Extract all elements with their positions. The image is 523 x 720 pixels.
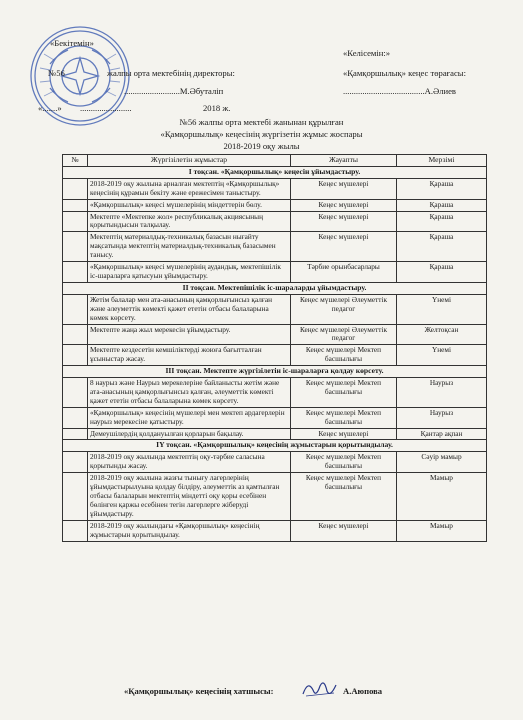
row-task: Мектептің материалдық-техникалық базасын нығайту мақсатында мектептің материалдық-техникалық базасымен танысу. [88,232,291,262]
row-deadline: Мамыр [397,473,487,521]
approve-date-month: ........................ [80,103,132,113]
row-deadline: Қантар ақпан [397,428,487,440]
council-chair-position: «Қамқоршылық» кеңес төрағасы: [343,68,466,78]
table-row [63,262,487,283]
row-number [63,324,88,345]
header-tasks: Жүргізілетін жұмыстар [88,155,291,167]
school-number: №56 [48,68,65,78]
row-deadline: Қараша [397,262,487,283]
table-row [63,211,487,232]
secretary-label: «Қамқоршылық» кеңесінің хатшысы: [124,686,274,696]
secretary-name: А.Аюпова [343,686,383,696]
row-task: «Қамқоршылық» кеңесінің мүшелері мен мектеп ардагерлерін наурыз мерекесіне қатыстыру. [88,407,291,428]
section-header-row [63,282,487,294]
section-title: IY тоқсан. «Қамқоршылық» кеңесінің жұмыстарын қорытындылау. [63,440,487,452]
table-row [63,178,487,199]
table-row [63,407,487,428]
row-deadline: Қараша [397,211,487,232]
row-task: Жетім балалар мен ата-анасының қамқорлығынсыз қалған және әлеуметтік көмекті қажет ететін отбасы балаларына көмек көрсету. [88,294,291,324]
row-deadline: Мамыр [397,520,487,541]
table-row [63,428,487,440]
row-task: Мектепте жаңа жыл мерекесін ұйымдастыру. [88,324,291,345]
row-task: 2018-2019 оқу жылындағы «Қамқоршылық» кеңесінің жұмыстарын қорытындылау. [88,520,291,541]
row-number [63,232,88,262]
table-body [63,166,487,541]
table-row [63,473,487,521]
row-responsible: Кеңес мүшелері [291,199,397,211]
row-responsible: Кеңес мүшелері Әлеуметтік педагог [291,294,397,324]
table-header-row [63,155,487,167]
row-responsible: Тәрбие орынбасарлары [291,262,397,283]
row-task: 8 наурыз және Наурыз мерекелеріне байланысты жетім және ата-анасының қамқорлығынсыз қалған, әлеуметтік көмекті қажет ететін отбасы балаларына көмек көрсету. [88,378,291,408]
council-chair-signature-name: ......................................А.Әлиев [343,86,456,96]
header-deadline: Мерзімі [397,155,487,167]
header-responsible: Жауапты [291,155,397,167]
row-responsible: Кеңес мүшелері [291,211,397,232]
approve-date-day: «.......» [38,103,62,113]
row-responsible: Кеңес мүшелері Мектеп басшылығы [291,407,397,428]
secretary-signature [300,676,340,702]
approve-date-year: 2018 ж. [203,103,231,113]
row-responsible: Кеңес мүшелері [291,520,397,541]
row-number [63,345,88,366]
row-task: «Қамқоршылық» кеңесі мүшелерінің міндеттерін бөлу. [88,199,291,211]
table-row [63,199,487,211]
row-deadline: Наурыз [397,378,487,408]
table-row [63,324,487,345]
row-responsible: Кеңес мүшелері [291,428,397,440]
row-deadline: Наурыз [397,407,487,428]
agree-title: «Келісемін:» [343,48,391,58]
table-row [63,294,487,324]
table-row [63,345,487,366]
row-task: 2018-2019 оқу жылына арналған мектептің «Қамқоршылық» кеңесінің құрамын бекіту және ережесімен таныстыру. [88,178,291,199]
row-deadline: Қараша [397,232,487,262]
row-task: 2018-2019 оқу жылына жазғы тынығу лагерлерінің ұйымдастырылуына қолдау білдіру, әлеуметтік аз қамтылған отбасы балаларын мектептің міндетті оқу қоры есебінен бөлінген қаржы есебінен тегін лагерлерге жіберуді ұйымдастыру. [88,473,291,521]
director-signature-name: ..........................М.Әбуталіп [124,86,224,96]
row-number [63,473,88,521]
row-task: Мектепте «Мектепке жол» республикалық акциясының қорытындысын талқылау. [88,211,291,232]
header-number: № [63,155,88,167]
table-row [63,520,487,541]
row-responsible: Кеңес мүшелері Мектеп басшылығы [291,378,397,408]
row-responsible: Кеңес мүшелері Мектеп басшылығы [291,452,397,473]
work-plan-table [62,154,487,542]
row-number [63,452,88,473]
table-row [63,452,487,473]
row-task: 2018-2019 оқу жылында мектептің оқу-тәрбие саласына қорытынды жасау. [88,452,291,473]
row-deadline: Желтоқсан [397,324,487,345]
row-task: «Қамқоршылық» кеңесі мүшелерінің аудандық, мектепішілік іс-шараларға қатысуын ұйымдастыру. [88,262,291,283]
row-responsible: Кеңес мүшелері [291,178,397,199]
row-number [63,199,88,211]
section-header-row [63,366,487,378]
row-number [63,262,88,283]
director-position: жалпы орта мектебінің директоры: [107,68,235,78]
row-number [63,294,88,324]
row-number [63,211,88,232]
approve-title: «Бекітемін» [50,38,94,48]
row-deadline: Қараша [397,199,487,211]
plan-title-line-1: №56 жалпы орта мектебі жанынан құрылған [179,117,344,127]
plan-title-line-3: 2018-2019 оқу жылы [223,141,300,151]
row-responsible: Кеңес мүшелері Мектеп басшылығы [291,473,397,521]
section-header-row [63,166,487,178]
row-number [63,407,88,428]
row-deadline: Үнемі [397,294,487,324]
row-deadline: Үнемі [397,345,487,366]
table-row [63,232,487,262]
row-task: Мектепте кездесетін кемшіліктерді жоюға бағытталған ұсыныстар жасау. [88,345,291,366]
section-header-row [63,440,487,452]
section-title: III тоқсан. Мектепте жүргізілетін іс-шараларға қолдау көрсету. [63,366,487,378]
row-number [63,520,88,541]
row-number [63,178,88,199]
row-deadline: Сәуір мамыр [397,452,487,473]
table-row [63,378,487,408]
row-deadline: Қараша [397,178,487,199]
row-number [63,378,88,408]
row-task: Демеушілердің қолдануылған қорларын бақылау. [88,428,291,440]
row-number [63,428,88,440]
row-responsible: Кеңес мүшелері Әлеуметтік педагог [291,324,397,345]
plan-title-line-2: «Қамқоршылық» кеңесінің жүргізетін жұмыс жоспары [160,129,363,139]
section-title: II тоқсан. Мектепішілік іс-шараларды ұйымдастыру. [63,282,487,294]
row-responsible: Кеңес мүшелері [291,232,397,262]
section-title: I тоқсан. «Қамқоршылық» кеңесін ұйымдастыру. [63,166,487,178]
row-responsible: Кеңес мүшелері Мектеп басшылығы [291,345,397,366]
